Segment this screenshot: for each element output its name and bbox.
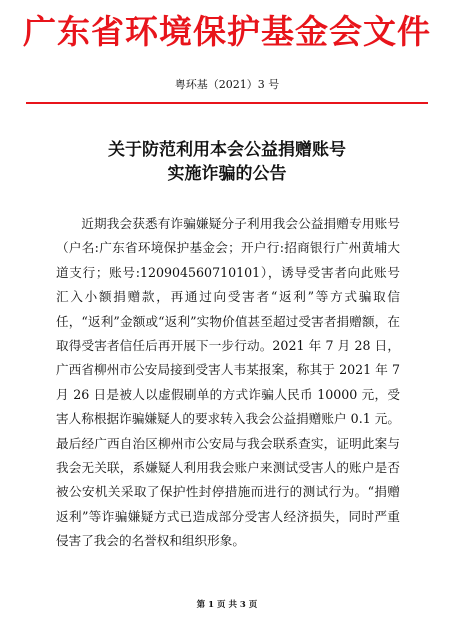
notice-title (0, 138, 454, 186)
organization-header: 广东省环境保护基金会文件 (23, 12, 431, 51)
notice-body-paragraph: 近期我会获悉有诈骗嫌疑分子利用我会公益捐赠专用账号（户名:广东省环境保护基金会；开户行:招商银行广州黄埔大道支行；账号:120904560710101），诱导受害者向此账号汇入小额捐赠款，再通过向受害者“返利”等方式骗取信任，“返利”金额或“返利”实物价值甚至超过受害者捐赠额，在取得受害者信任后再开展下一步行动。2021 年 7 月 28 日，广西省柳州市公安局接到受害人韦某报案，称其于 2021 年 7 月 26 日是被人以虚假刷单的方式诈骗人民币 10000 元，受害人称根据诈骗嫌疑人的要求转入我会公益捐赠账户 0.1 元。最后经广西自治区柳州市公安局与我会联系查实，证明此案与我会无关联，系嫌疑人利用我会账户来测试受害人的账户是否被公安机关采取了保护性封停措施而进行的测试行为。“捐赠返利”等诈骗嫌疑方式已造成部分受害人经济损失，同时严重侵害了我会的名誉权和组织形象。 (56, 216, 400, 549)
notice-title-line-1: 关于防范利用本会公益捐赠账号 (108, 140, 346, 160)
document-number: 粤环基（2021）3 号 (174, 78, 280, 91)
notice-title-line-2: 实施诈骗的公告 (167, 164, 287, 184)
header-divider (26, 102, 428, 104)
page-number-footer: 第 1 页 共 3 页 (196, 600, 258, 610)
